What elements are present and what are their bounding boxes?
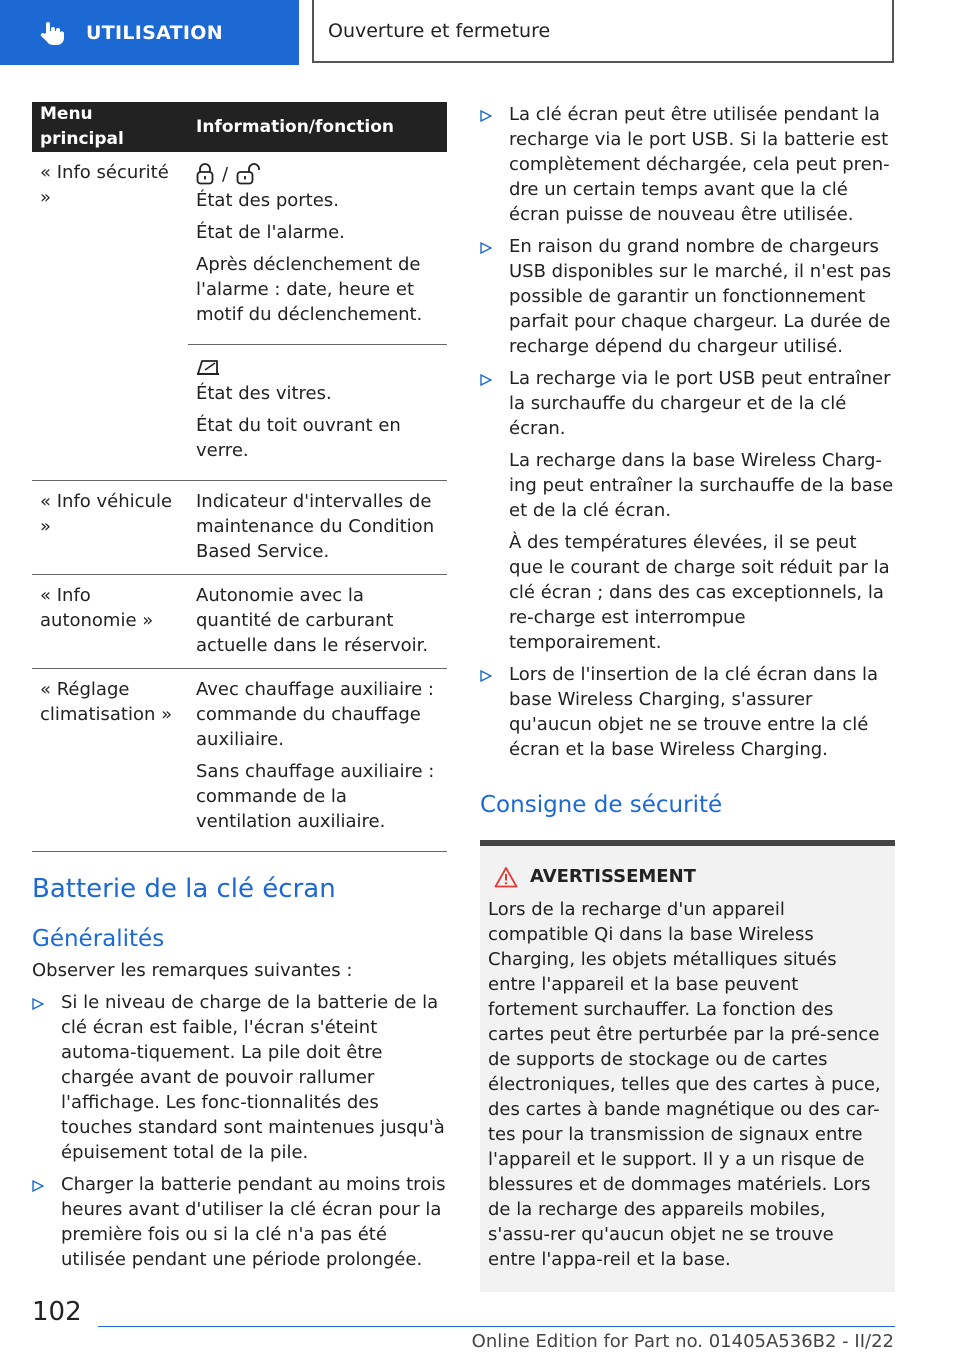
edition-note: Online Edition for Part no. 01405A536B2 - II/22 bbox=[471, 1331, 894, 1352]
charging-bullet-list bbox=[480, 102, 895, 762]
info-cell: Autonomie avec la quantité de carburant actuelle dans le réservoir. bbox=[188, 575, 447, 669]
list-item-text: Lors de l'insertion de la clé écran dans la base Wireless Charging, s'assurer qu'aucun objet ne se trouve entre la clé écran et la base Wireless Charging. bbox=[509, 664, 879, 760]
table-header-menu: Menu principal bbox=[32, 102, 188, 152]
info-line: Après déclenchement de l'alarme : date, heure et motif du déclenchement. bbox=[196, 254, 423, 325]
triangle-bullet-icon bbox=[480, 110, 492, 122]
section-tab[interactable] bbox=[0, 0, 299, 65]
list-item-text: La recharge via le port USB peut entraîner la surchauffe du chargeur et de la clé écran. bbox=[509, 368, 891, 439]
table-row bbox=[32, 481, 447, 575]
info-line: Avec chauffage auxiliaire : commande du chauffage auxiliaire. bbox=[196, 679, 434, 750]
list-item-text: En raison du grand nombre de chargeurs USB disponibles sur le marché, il n'est pas possible de garantir un fonctionnement parfait pour chaque chargeur. La durée de recharge dépend du chargeur utilisé. bbox=[509, 236, 892, 357]
hand-pointer-icon bbox=[38, 19, 66, 47]
info-line: État des vitres. bbox=[196, 383, 332, 404]
left-column bbox=[32, 102, 447, 1279]
list-item-text: Si le niveau de charge de la batterie de la clé écran est faible, l'écran s'éteint automa-tiquement. La pile doit être chargée avant de pouvoir rallumer l'affichage. Les fonc-tionnalités des touches standard sont maintenues jusqu'à épuisement total de la pile. bbox=[61, 992, 445, 1163]
warning-box bbox=[480, 840, 895, 1292]
table-row bbox=[32, 575, 447, 669]
right-column bbox=[480, 102, 895, 1292]
warning-text: Lors de la recharge d'un appareil compatible Qi dans la base Wireless Charging, les objets métalliques situés entre l'appareil et la base peuvent fortement surchauffer. La fonction des cartes peut être perturbée par la pré-sence de supports de stockage ou de cartes électroniques, telles que des cartes à puce, des cartes à bande magnétique ou des car-tes pour la transmission de signaux entre l'appareil et le support. Il y a un risque de blessures et de dommages matériels. Lors de la recharge des appareils mobiles, s'assu-rer qu'aucun objet ne se trouve entre l'appa-reil et la base. bbox=[488, 899, 881, 1270]
lock-icons bbox=[196, 160, 439, 188]
menu-cell: « Réglage climatisation » bbox=[32, 669, 188, 852]
list-item bbox=[480, 662, 895, 762]
warning-triangle-icon bbox=[494, 866, 518, 888]
triangle-bullet-icon bbox=[480, 670, 492, 682]
warning-title: AVERTISSEMENT bbox=[530, 866, 696, 887]
triangle-bullet-icon bbox=[480, 242, 492, 254]
section-label: UTILISATION bbox=[86, 21, 223, 44]
info-cell bbox=[188, 345, 447, 481]
triangle-bullet-icon bbox=[32, 998, 44, 1010]
list-item-text: La recharge dans la base Wireless Charg-ing peut entraîner la surchauffe de la base et de la clé écran. bbox=[509, 450, 894, 521]
intro-text: Observer les remarques suivantes : bbox=[32, 960, 353, 981]
list-item bbox=[480, 102, 895, 227]
window-icon-wrap bbox=[196, 353, 439, 381]
list-item bbox=[32, 1172, 447, 1272]
info-line: État du toit ouvrant en verre. bbox=[196, 415, 401, 461]
table-row bbox=[32, 669, 447, 852]
table-row bbox=[32, 152, 447, 345]
info-cell bbox=[188, 669, 447, 852]
info-cell: Indicateur d'intervalles de maintenance du Condition Based Service. bbox=[188, 481, 447, 575]
section-heading: Batterie de la clé écran bbox=[32, 874, 336, 904]
info-line: État des portes. bbox=[196, 190, 339, 211]
triangle-bullet-icon bbox=[480, 374, 492, 386]
menu-cell: « Info véhicule » bbox=[32, 481, 188, 575]
icon-separator: / bbox=[222, 163, 229, 185]
page-number: 102 bbox=[32, 1297, 82, 1327]
chapter-title-box bbox=[312, 0, 894, 63]
menu-cell: « Info autonomie » bbox=[32, 575, 188, 669]
warning-title-row bbox=[494, 864, 887, 889]
lock-open-icon bbox=[236, 163, 262, 185]
list-item bbox=[32, 990, 447, 1165]
lock-closed-icon bbox=[196, 163, 214, 185]
info-line: Sans chauffage auxiliaire : commande de la ventilation auxiliaire. bbox=[196, 761, 435, 832]
menu-cell: « Info sécurité » bbox=[32, 152, 188, 481]
subsection-heading: Généralités bbox=[32, 926, 165, 952]
battery-bullet-list bbox=[32, 990, 447, 1272]
triangle-bullet-icon bbox=[32, 1180, 44, 1192]
safety-heading: Consigne de sécurité bbox=[480, 792, 723, 818]
list-item-text: Charger la batterie pendant au moins trois heures avant d'utiliser la clé écran pour la première fois ou si la clé n'a pas été utilisée pendant une période prolongée. bbox=[61, 1174, 446, 1270]
list-item-text: À des températures élevées, il se peut que le courant de charge soit réduit par la clé écran ; dans des cas exceptionnels, la re-charge est interrompue temporairement. bbox=[509, 532, 890, 653]
footer-divider bbox=[98, 1326, 895, 1327]
chapter-title: Ouverture et fermeture bbox=[328, 19, 551, 42]
list-item bbox=[480, 366, 895, 655]
menu-table bbox=[32, 102, 447, 852]
table-header-info: Information/fonction bbox=[188, 102, 447, 152]
car-window-icon bbox=[196, 357, 220, 377]
info-line: État de l'alarme. bbox=[196, 222, 345, 243]
info-cell bbox=[188, 152, 447, 345]
list-item bbox=[480, 234, 895, 359]
list-item-text: La clé écran peut être utilisée pendant la recharge via le port USB. Si la batterie est complètement déchargée, cela peut pren-dre un certain temps avant que la clé écran puisse de nouveau être utilisée. bbox=[509, 104, 890, 225]
